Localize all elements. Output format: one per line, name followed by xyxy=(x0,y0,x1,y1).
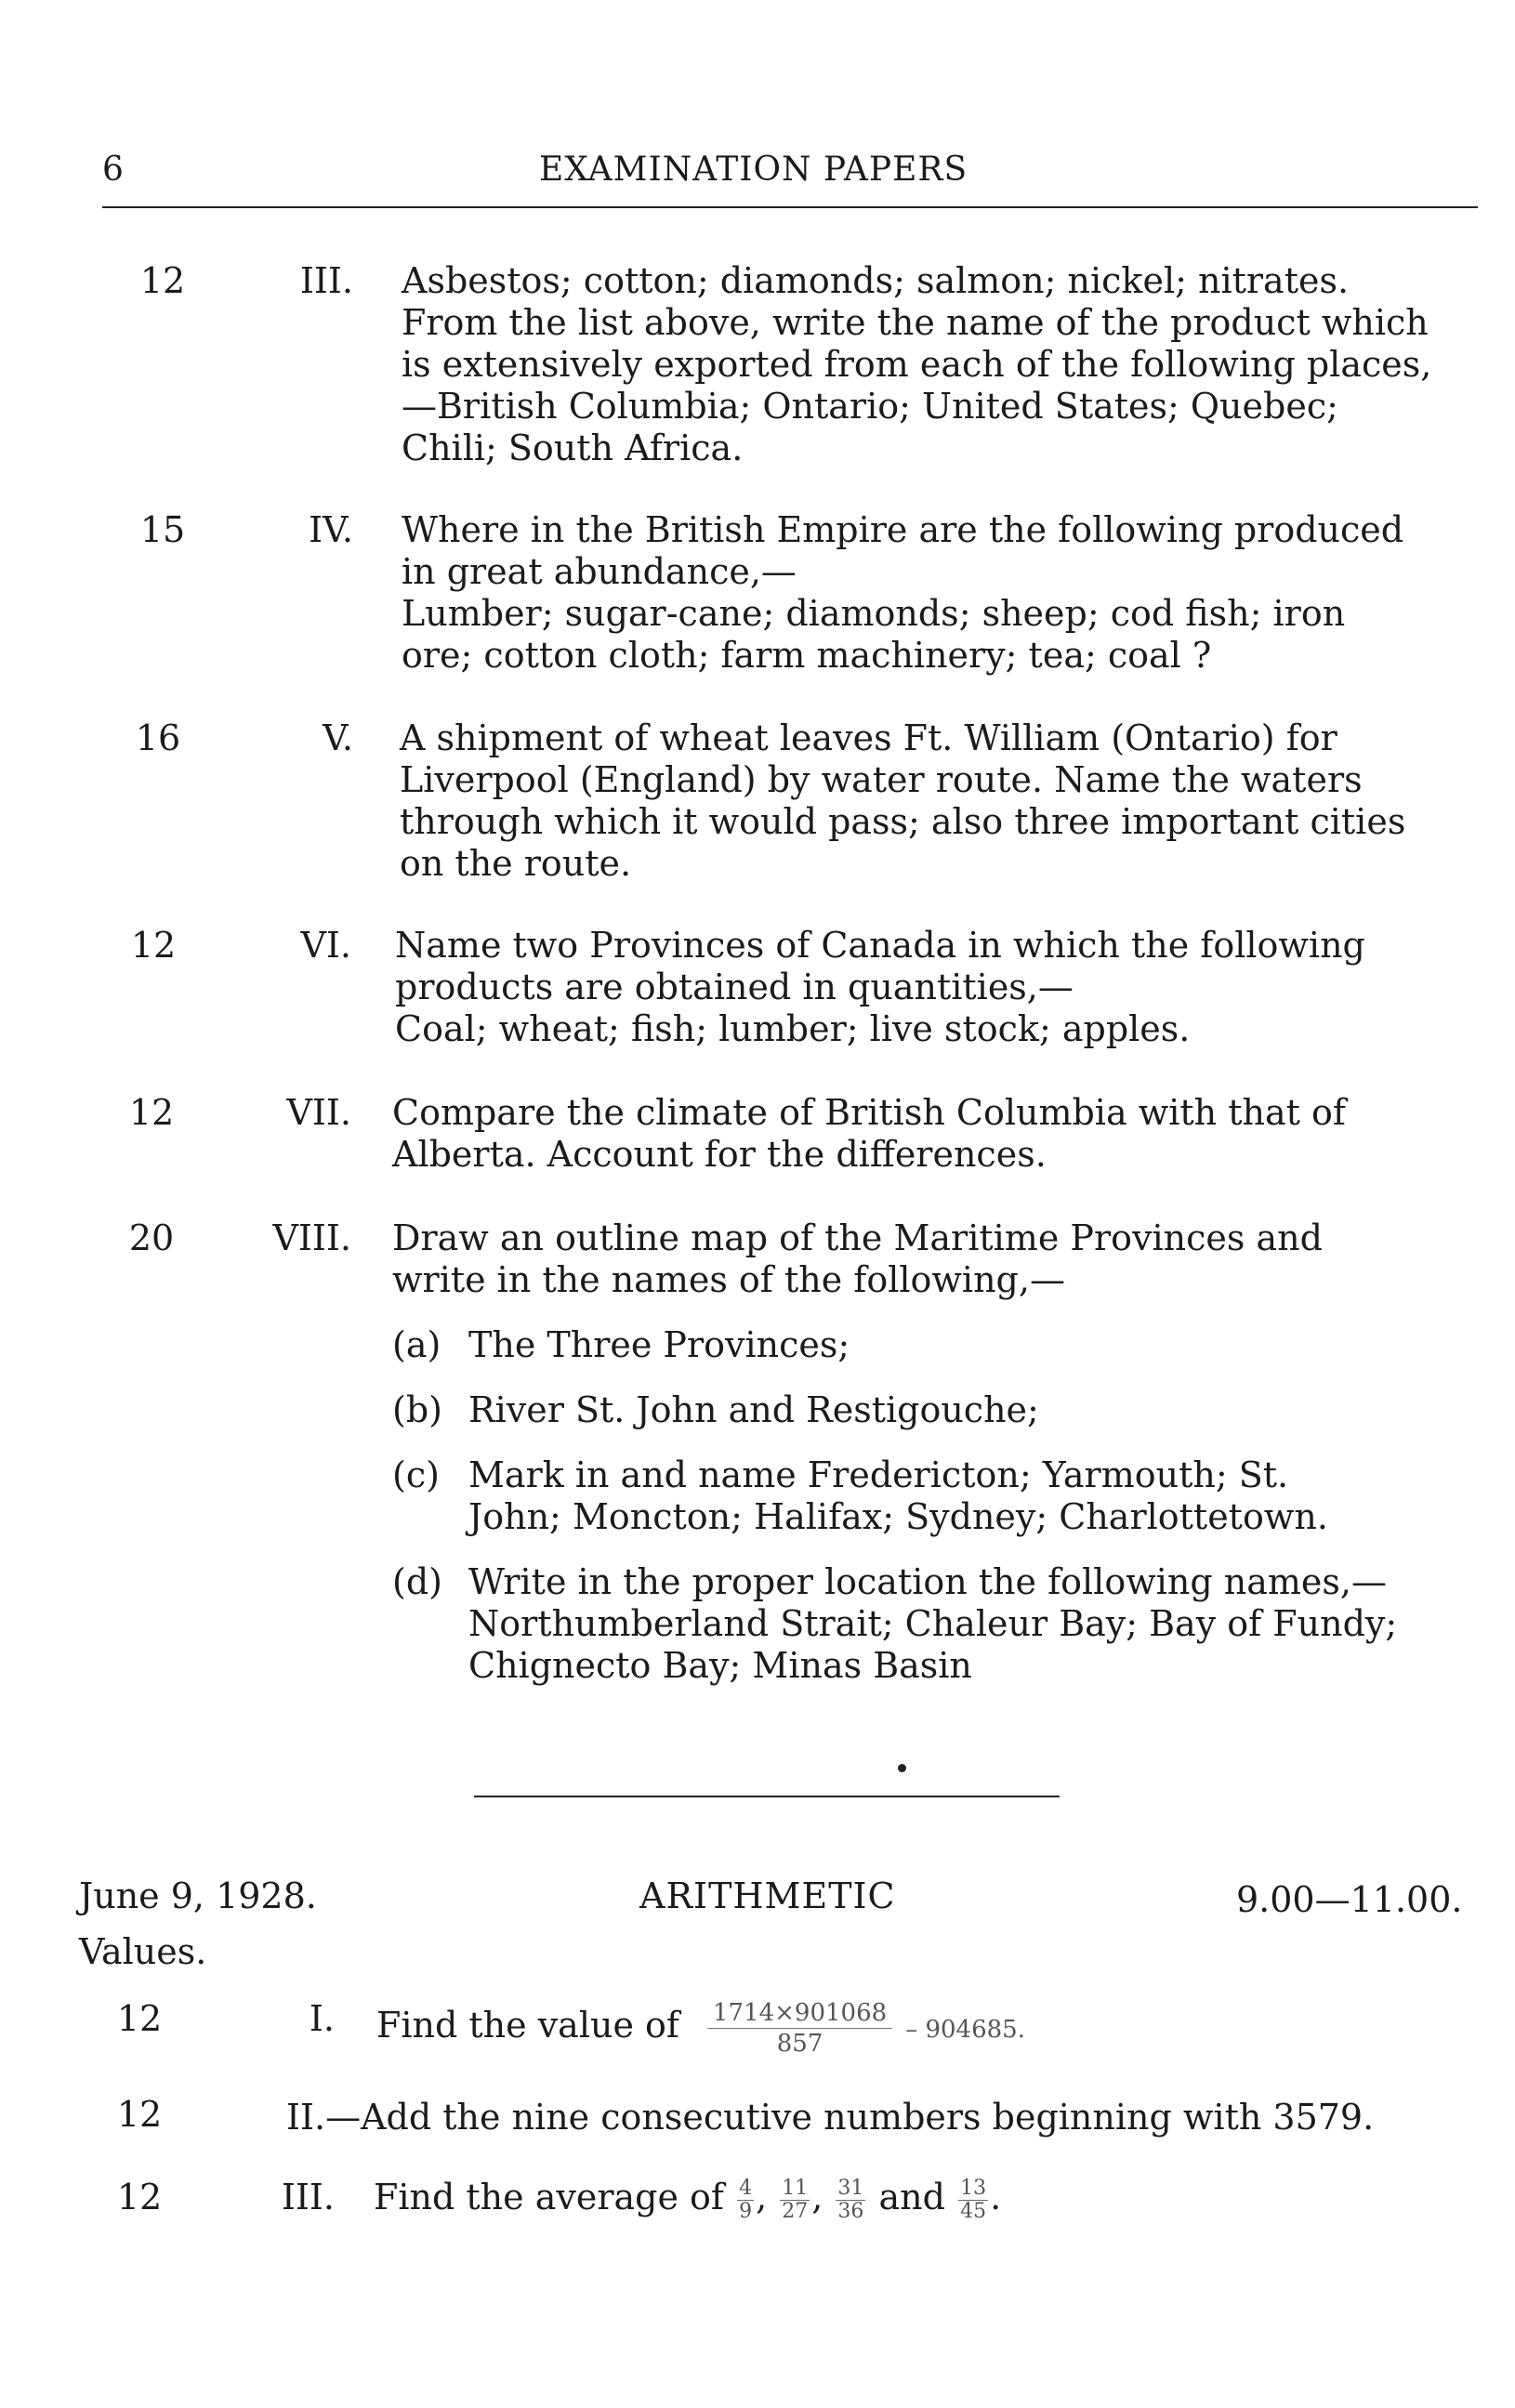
sub-question-label: (b) xyxy=(392,1389,442,1430)
question-number: IV. xyxy=(309,509,353,550)
question-number: VIII. xyxy=(272,1217,351,1258)
sub-question xyxy=(392,1324,1470,1366)
question-text: A shipment of wheat leaves Ft. William (Ontario) for Liverpool (England) by water route. Name the waters through which it would pass; also three important cities on the route. xyxy=(400,717,1406,884)
question-number: III. xyxy=(281,2177,335,2217)
question-number: VII. xyxy=(286,1092,351,1133)
question-mark-value: 15 xyxy=(139,509,186,550)
question-mark-value: 12 xyxy=(116,1998,163,2039)
question-text: Find the value of $\frac{1714\times 901068}{857}$ – 904685. xyxy=(376,1999,1025,2058)
sub-question-text: Mark in and name Fredericton; Yarmouth; St. xyxy=(468,1454,1289,1495)
sub-question-label: (a) xyxy=(392,1324,441,1365)
sub-question-text: Northumberland Strait; Chaleur Bay; Bay of Fundy; xyxy=(468,1603,1398,1644)
sub-question-text: Write in the proper location the following names,— xyxy=(468,1561,1387,1602)
section-divider xyxy=(474,1796,1060,1797)
question-mark-value: 12 xyxy=(116,2094,163,2135)
question-text: Compare the climate of British Columbia with that of Alberta. Account for the differences. xyxy=(392,1092,1346,1175)
question-mark-value: 12 xyxy=(116,2177,163,2217)
sub-question-label: (c) xyxy=(392,1454,440,1495)
question-mark-value: 12 xyxy=(139,260,186,301)
running-title: EXAMINATION PAPERS xyxy=(539,151,968,189)
exam-time: 9.00—11.00. xyxy=(1236,1879,1463,1920)
question-text: Asbestos; cotton; diamonds; salmon; nickel; nitrates. From the list above, write the name of the product which is extensively exported from each of the following places, —British Columbia; Ontario; United States; Quebec; Chili; South Africa. xyxy=(402,260,1432,468)
question-number: V. xyxy=(323,717,353,758)
sub-question-label: (d) xyxy=(392,1561,442,1602)
question-mark-value: 12 xyxy=(130,925,177,966)
question-number: VI. xyxy=(300,925,351,966)
question-mark-value: 16 xyxy=(135,717,181,758)
subject-title: ARITHMETIC xyxy=(639,1875,896,1916)
sub-question-text: The Three Provinces; xyxy=(468,1324,850,1365)
page-number: 6 xyxy=(102,151,125,189)
question-mark-value: 20 xyxy=(128,1217,175,1258)
question-text: II.—Add the nine consecutive numbers beginning with 3579. xyxy=(286,2097,1375,2138)
exam-date: June 9, 1928. xyxy=(79,1875,317,1916)
sub-question xyxy=(392,1561,1470,1687)
question-number: III. xyxy=(299,260,353,301)
question-text: Draw an outline map of the Maritime Provinces and write in the names of the following,— xyxy=(392,1217,1323,1300)
question-text: Name two Provinces of Canada in which the following products are obtained in quantities,— Coal; wheat; fish; lumber; live stock; apples. xyxy=(395,925,1365,1049)
fraction: $\frac{11}{27}$ xyxy=(782,2177,809,2223)
fraction: $\frac{4}{9}$ xyxy=(739,2177,753,2223)
sub-question xyxy=(392,1389,1470,1431)
values-label: Values. xyxy=(79,1931,207,1972)
question-text: Find the average of $\frac{4}{9}$ , $\frac{11}{27}$ , $\frac{31}{36}$ and $\frac{13}{45}$ . xyxy=(374,2177,1002,2223)
divider-dot xyxy=(898,1764,906,1772)
sub-question xyxy=(392,1454,1470,1538)
fraction-expression: $\frac{1714\times 901068}{857}$ xyxy=(707,1998,892,2059)
question-text: Where in the British Empire are the following produced in great abundance,— Lumber; sugar-cane; diamonds; sheep; cod fish; iron ore; cotton cloth; farm machinery; tea; coal ? xyxy=(402,509,1404,676)
sub-question-text: River St. John and Restigouche; xyxy=(468,1389,1039,1430)
header-rule xyxy=(102,206,1478,208)
sub-question-text: John; Moncton; Halifax; Sydney; Charlottetown. xyxy=(468,1496,1328,1537)
question-mark-value: 12 xyxy=(128,1092,175,1133)
sub-question-text: Chignecto Bay; Minas Basin xyxy=(468,1645,972,1686)
fraction: $\frac{13}{45}$ xyxy=(960,2177,987,2223)
question-number: I. xyxy=(309,1998,335,2039)
fraction: $\frac{31}{36}$ xyxy=(837,2177,864,2223)
